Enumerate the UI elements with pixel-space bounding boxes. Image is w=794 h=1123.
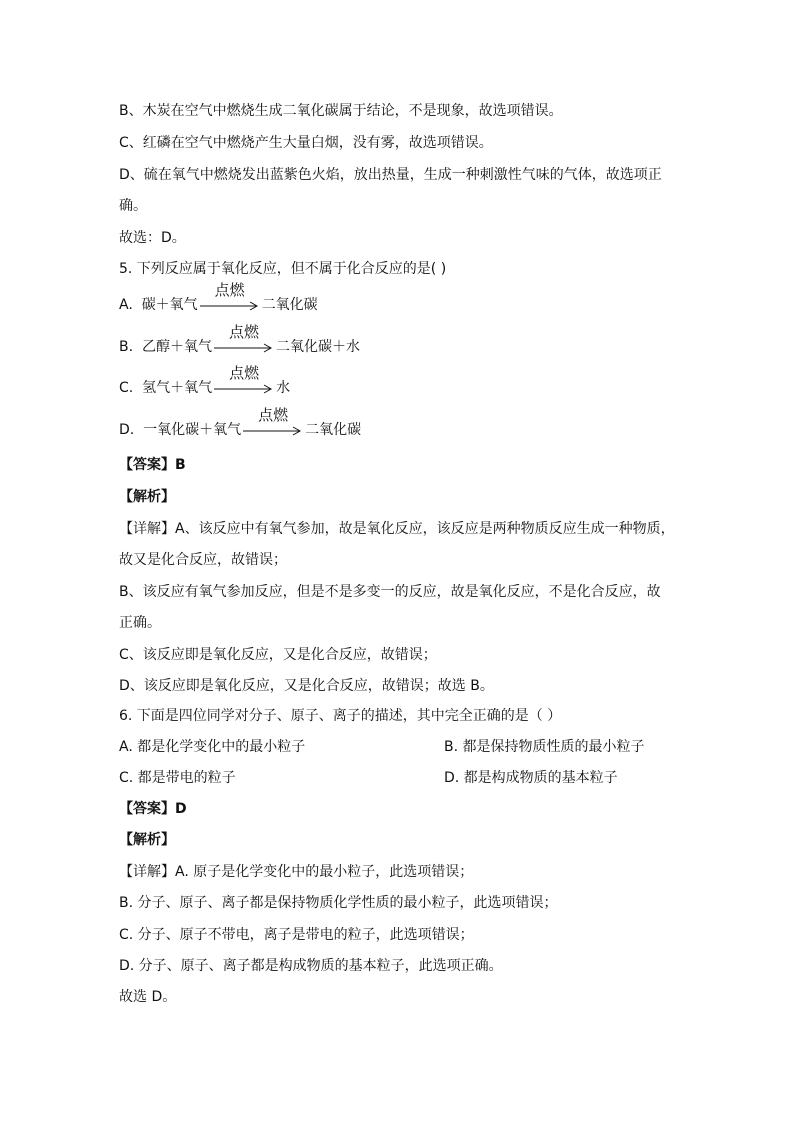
- reaction-arrow: [214, 323, 274, 357]
- detail-line: B、该反应有氧气参加反应，但是不是多变一的反应，故是氧化反应，不是化合反应，故: [119, 584, 661, 600]
- detail-line: D、该反应即是氧化反应，又是化合反应，故错误；故选 B。: [119, 678, 494, 694]
- option-a: A. 都是化学变化中的最小粒子: [119, 739, 306, 755]
- reactants: 乙醇＋氧气: [141, 339, 212, 355]
- text-line: D、硫在氧气中燃烧发出蓝紫色火焰，放出热量，生成一种刺激性气味的气体，故选项正: [119, 167, 662, 183]
- reaction-arrow: [200, 281, 260, 315]
- analysis-heading-5: 【解析】: [119, 489, 175, 505]
- option-label: C.: [119, 380, 134, 396]
- reaction-condition: 点燃: [214, 281, 245, 299]
- reactants: 氢气＋氧气: [142, 380, 213, 396]
- option-label: D.: [119, 422, 135, 438]
- detail-line: B. 分子、原子、离子都是保持物质化学性质的最小粒子，此选项错误；: [119, 895, 558, 911]
- option-a: [119, 281, 318, 315]
- option-b: [119, 323, 360, 357]
- question-6: 6. 下面是四位同学对分子、原子、离子的描述，其中完全正确的是（ ）: [119, 708, 562, 724]
- arrow-icon: [200, 299, 260, 311]
- analysis-heading-6: 【解析】: [119, 832, 175, 848]
- text-line: 确。: [119, 198, 147, 214]
- option-c: C. 都是带电的粒子: [119, 770, 236, 786]
- products: 二氧化碳: [261, 297, 318, 313]
- products: 二氧化碳＋水: [275, 339, 360, 355]
- reaction-condition: 点燃: [228, 323, 259, 341]
- products: 水: [276, 380, 291, 396]
- detail-line: 【详解】A. 原子是化学变化中的最小粒子，此选项错误；: [119, 864, 474, 880]
- detail-line: 故选 D。: [119, 989, 177, 1005]
- text-line: C、红磷在空气中燃烧产生大量白烟，没有雾，故选项错误。: [119, 135, 493, 151]
- detail-line: 【详解】A、该反应中有氧气参加，故是氧化反应，该反应是两种物质反应生成一种物质，: [119, 521, 675, 537]
- answer-6: 【答案】D: [119, 801, 187, 817]
- arrow-icon: [214, 382, 274, 394]
- reaction-arrow: [214, 364, 274, 398]
- option-d: [119, 406, 362, 440]
- text-line: 故选：D。: [119, 230, 186, 246]
- option-label: B.: [119, 339, 134, 355]
- reaction-condition: 点燃: [258, 406, 289, 424]
- question-5: 5. 下列反应属于氧化反应，但不属于化合反应的是( ): [119, 261, 447, 277]
- option-b: B. 都是保持物质性质的最小粒子: [444, 739, 645, 755]
- detail-line: D. 分子、原子、离子都是构成物质的基本粒子，此选项正确。: [119, 958, 503, 974]
- products: 二氧化碳: [305, 422, 362, 438]
- option-label: A.: [119, 297, 133, 313]
- option-d: D. 都是构成物质的基本粒子: [444, 770, 618, 786]
- detail-line: 正确。: [119, 615, 161, 631]
- reaction-condition: 点燃: [229, 364, 260, 382]
- text-line: B、木炭在空气中燃烧生成二氧化碳属于结论，不是现象，故选项错误。: [119, 103, 563, 119]
- reactants: 一氧化碳＋氧气: [143, 422, 242, 438]
- reaction-arrow: [243, 406, 303, 440]
- answer-5: 【答案】B: [119, 457, 186, 473]
- arrow-icon: [214, 341, 274, 353]
- option-c: [119, 364, 291, 398]
- detail-line: C. 分子、原子不带电，离子是带电的粒子，此选项错误；: [119, 927, 474, 943]
- detail-line: 故又是化合反应，故错误；: [119, 552, 287, 568]
- detail-line: C、该反应即是氧化反应，又是化合反应，故错误；: [119, 647, 437, 663]
- reactants: 碳＋氧气: [141, 297, 198, 313]
- arrow-icon: [243, 424, 303, 436]
